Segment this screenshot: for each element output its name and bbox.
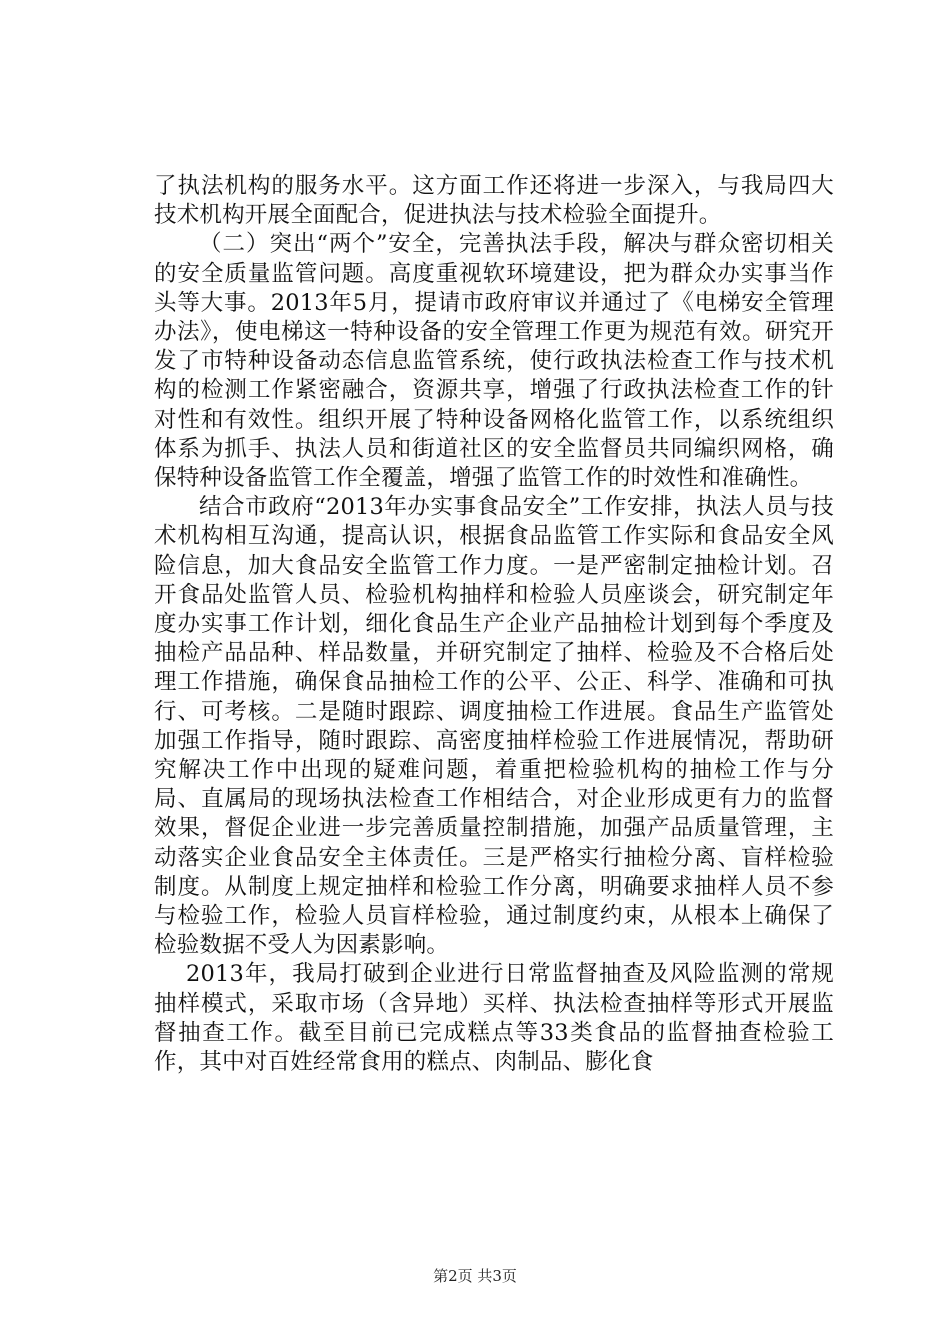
document-body xyxy=(154,172,834,1077)
paragraph-2013-inspection: 2013年，我局打破到企业进行日常监督抽查及风险监测的常规抽样模式，采取市场（含异地）买样、执法检查抽样等形式开展监督抽查工作。截至目前已完成糕点等33类食品的监督抽查检验工作，其中对百姓经常食用的糕点、肉制品、膨化食 xyxy=(154,961,834,1076)
page-number-footer: 第2页 共3页 xyxy=(433,1267,517,1285)
paragraph-continuation: 了执法机构的服务水平。这方面工作还将进一步深入，与我局四大技术机构开展全面配合，促进执法与技术检验全面提升。 xyxy=(154,173,834,229)
paragraph-section-two: （二）突出“两个”安全，完善执法手段，解决与群众密切相关的安全质量监管问题。高度重视软环境建设，把为群众办实事当作头等大事。2013年5月，提请市政府审议并通过了《电梯安全管理办法》，使电梯这一特种设备的安全管理工作更为规范有效。研究开发了市特种设备动态信息监管系统，使行政执法检查工作与技术机构的检测工作紧密融合，资源共享，增强了行政执法检查工作的针对性和有效性。组织开展了特种设备网格化监管工作，以系统组织体系为抓手、执法人员和街道社区的安全监督员共同编织网格，确保特种设备监管工作全覆盖，增强了监管工作的时效性和准确性。 xyxy=(154,231,834,492)
paragraph-food-safety: 结合市政府“2013年办实事食品安全”工作安排，执法人员与技术机构相互沟通，提高认识，根据食品监管工作实际和食品安全风险信息，加大食品安全监管工作力度。一是严密制定抽检计划。召开食品处监管人员、检验机构抽样和检验人员座谈会，研究制定年度办实事工作计划，细化食品生产企业产品抽检计划到每个季度及抽检产品品种、样品数量，并研究制定了抽样、检验及不合格后处理工作措施，确保食品抽检工作的公平、公正、科学、准确和可执行、可考核。二是随时跟踪、调度抽检工作进展。食品生产监管处加强工作指导，随时跟踪、高密度抽样检验工作进展情况，帮助研究解决工作中出现的疑难问题，着重把检验机构的抽检工作与分局、直属局的现场执法检查工作相结合，对企业形成更有力的监督效果，督促企业进一步完善质量控制措施，加强产品质量管理，主动落实企业食品安全主体责任。三是严格实行抽检分离、盲样检验制度。从制度上规定抽样和检验工作分离，明确要求抽样人员不参与检验工作，检验人员盲样检验，通过制度约束，从根本上确保了检验数据不受人为因素影响。 xyxy=(154,494,834,959)
